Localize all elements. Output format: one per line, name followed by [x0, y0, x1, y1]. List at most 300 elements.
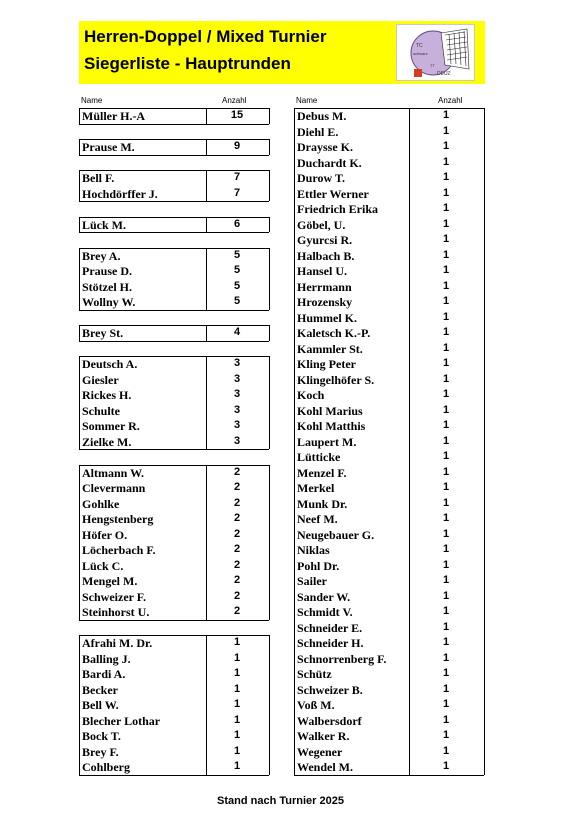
- table-border: [79, 620, 269, 621]
- win-count: 6: [233, 217, 241, 230]
- table-row: [294, 480, 484, 496]
- table-row: [294, 558, 484, 574]
- win-count: 5: [233, 264, 241, 276]
- win-count: 1: [442, 357, 450, 369]
- table-border: [206, 465, 207, 620]
- right-winner-list: [294, 108, 484, 775]
- win-count: 1: [442, 434, 450, 447]
- table-border: [79, 465, 80, 620]
- table-border: [79, 124, 269, 125]
- win-count: 1: [442, 295, 450, 307]
- table-row: [294, 635, 484, 651]
- win-count: 3: [233, 419, 241, 431]
- club-logo: [396, 24, 475, 81]
- table-border: [79, 325, 80, 341]
- player-name: Debus M.: [297, 109, 347, 123]
- table-row: [294, 418, 484, 434]
- win-count: 1: [233, 698, 241, 710]
- table-spacer-row: [79, 201, 269, 217]
- table-border: [79, 310, 269, 311]
- table-row: [79, 651, 269, 667]
- table-border: [79, 356, 80, 449]
- table-row: [294, 403, 484, 419]
- player-name: Bell W.: [82, 698, 119, 712]
- footer-note: Stand nach Turnier 2025: [217, 795, 344, 807]
- win-count: 4: [233, 326, 241, 338]
- table-row: [294, 294, 484, 310]
- table-row: [79, 403, 269, 419]
- win-count: 1: [442, 605, 450, 617]
- player-name: Schnorrenberg F.: [297, 651, 387, 666]
- win-count: 9: [233, 140, 241, 152]
- win-count: 1: [442, 186, 450, 199]
- win-count: 5: [233, 248, 241, 261]
- page-title: Herren-Doppel / Mixed Turnier: [84, 27, 327, 46]
- win-count: 2: [233, 481, 241, 493]
- win-count: 3: [233, 372, 241, 385]
- win-count: 1: [442, 140, 450, 152]
- table-row: [79, 527, 269, 543]
- table-row: [79, 682, 269, 698]
- player-name: Neugebauer G.: [297, 527, 375, 542]
- win-count: 5: [233, 279, 241, 292]
- player-name: Brey F.: [82, 744, 119, 759]
- table-row: [294, 713, 484, 729]
- player-name: Kammler St.: [297, 341, 363, 356]
- player-name: Walker R.: [297, 729, 350, 743]
- player-name: Brey A.: [82, 248, 121, 263]
- win-count: 1: [442, 202, 450, 214]
- player-name: Niklas: [297, 543, 330, 557]
- win-count: 1: [442, 620, 450, 633]
- player-name: Balling J.: [82, 651, 131, 666]
- table-row: [79, 372, 269, 388]
- player-name: Pohl Dr.: [297, 558, 340, 573]
- player-name: Laupert M.: [297, 434, 357, 449]
- page-subtitle: Siegerliste - Hauptrunden: [84, 54, 291, 73]
- player-name: Hummel K.: [297, 310, 357, 325]
- win-count: 1: [233, 713, 241, 726]
- table-row: [294, 170, 484, 186]
- win-count: 1: [442, 496, 450, 509]
- win-count: 1: [442, 419, 450, 431]
- table-border: [269, 170, 270, 201]
- player-name: Mengel M.: [82, 574, 138, 588]
- table-row: [294, 201, 484, 217]
- win-count: 3: [233, 357, 241, 369]
- win-count: 7: [233, 171, 241, 183]
- table-border: [206, 356, 207, 449]
- table-row: [79, 573, 269, 589]
- player-name: Lück M.: [82, 217, 127, 232]
- player-name: Neef M.: [297, 512, 338, 526]
- win-count: 1: [233, 667, 241, 679]
- table-spacer-row: [79, 310, 269, 326]
- table-border: [79, 248, 80, 310]
- table-row: [294, 465, 484, 481]
- left-winner-list: [79, 108, 269, 775]
- win-count: 2: [233, 543, 241, 555]
- win-count: 5: [233, 295, 241, 307]
- player-name: Gohlke: [82, 496, 120, 511]
- table-row: [294, 248, 484, 264]
- win-count: 1: [442, 481, 450, 493]
- win-count: 1: [442, 760, 450, 772]
- table-row: [294, 139, 484, 155]
- table-row: [79, 697, 269, 713]
- table-border: [484, 108, 485, 775]
- table-border: [269, 465, 270, 620]
- player-name: Müller H.-A: [82, 109, 146, 123]
- player-name: Menzel F.: [297, 465, 347, 480]
- win-count: 1: [442, 512, 450, 524]
- table-border: [269, 248, 270, 310]
- table-row: [294, 697, 484, 713]
- table-border: [269, 139, 270, 155]
- win-count: 1: [442, 248, 450, 261]
- win-count: 2: [233, 605, 241, 617]
- player-name: Schulte: [82, 403, 121, 418]
- table-row: [79, 387, 269, 403]
- table-border: [79, 108, 269, 109]
- svg-text:DEUZ: DEUZ: [437, 71, 451, 77]
- table-row: [79, 325, 269, 341]
- player-name: Munk Dr.: [297, 496, 348, 511]
- table-border: [409, 108, 410, 775]
- player-name: Voß M.: [297, 698, 335, 712]
- win-count: 1: [233, 651, 241, 664]
- table-border: [79, 356, 269, 357]
- win-count: 1: [442, 543, 450, 555]
- player-name: Walbersdorf: [297, 713, 362, 728]
- player-name: Herrmann: [297, 279, 352, 294]
- player-name: Schütz: [297, 667, 332, 681]
- table-row: [294, 108, 484, 124]
- svg-text:TC: TC: [416, 43, 423, 49]
- win-count: 1: [233, 760, 241, 772]
- table-border: [206, 217, 207, 233]
- win-count: 1: [442, 682, 450, 695]
- table-border: [79, 217, 80, 233]
- player-name: Afrahi M. Dr.: [82, 636, 153, 650]
- player-name: Schweizer F.: [82, 589, 146, 604]
- win-count: 1: [442, 372, 450, 385]
- win-count: 2: [233, 527, 241, 540]
- win-count: 2: [233, 465, 241, 478]
- table-border: [79, 170, 80, 201]
- table-row: [294, 325, 484, 341]
- player-name: Stötzel H.: [82, 279, 132, 294]
- win-count: 1: [442, 574, 450, 586]
- table-border: [79, 465, 269, 466]
- table-border: [206, 139, 207, 155]
- player-name: Halbach B.: [297, 248, 355, 263]
- table-border: [79, 248, 269, 249]
- player-name: Hengstenberg: [82, 512, 154, 526]
- table-row: [294, 155, 484, 171]
- table-border: [79, 139, 269, 140]
- table-row: [79, 604, 269, 620]
- player-name: Bell F.: [82, 171, 115, 185]
- table-row: [79, 434, 269, 450]
- table-row: [79, 728, 269, 744]
- player-name: Kohl Marius: [297, 403, 363, 418]
- table-border: [79, 155, 269, 156]
- win-count: 1: [442, 124, 450, 137]
- win-count: 1: [442, 698, 450, 710]
- player-name: Schneider H.: [297, 636, 364, 650]
- table-row: [294, 341, 484, 357]
- win-count: 1: [442, 450, 450, 462]
- right-name-header: Name: [296, 96, 318, 105]
- right-count-header: Anzahl: [438, 96, 463, 105]
- player-name: Ettler Werner: [297, 186, 369, 201]
- table-row: [294, 356, 484, 372]
- table-border: [294, 108, 484, 109]
- table-row: [294, 759, 484, 775]
- win-count: 2: [233, 574, 241, 586]
- table-row: [79, 713, 269, 729]
- player-name: Duchardt K.: [297, 155, 362, 170]
- win-count: 1: [233, 729, 241, 741]
- left-name-header: Name: [81, 96, 103, 105]
- win-count: 1: [442, 341, 450, 354]
- table-spacer-row: [79, 124, 269, 140]
- table-row: [79, 511, 269, 527]
- table-spacer-row: [79, 449, 269, 465]
- table-row: [79, 263, 269, 279]
- table-border: [294, 775, 484, 776]
- table-row: [79, 542, 269, 558]
- table-row: [294, 542, 484, 558]
- table-border: [206, 635, 207, 775]
- table-row: [79, 170, 269, 186]
- table-row: [294, 728, 484, 744]
- player-name: Wegener: [297, 744, 343, 759]
- player-name: Hrozensky: [297, 295, 353, 309]
- player-name: Clevermann: [82, 481, 146, 495]
- table-border: [294, 108, 295, 775]
- player-name: Merkel: [297, 481, 335, 495]
- left-count-header: Anzahl: [222, 96, 247, 105]
- win-count: 3: [233, 388, 241, 400]
- player-name: Wendel M.: [297, 760, 353, 774]
- player-name: Kling Peter: [297, 357, 356, 371]
- table-border: [79, 325, 269, 326]
- table-row: [294, 387, 484, 403]
- table-row: [79, 418, 269, 434]
- win-count: 1: [442, 326, 450, 338]
- table-border: [79, 201, 269, 202]
- player-name: Rickes H.: [82, 388, 132, 402]
- table-row: [79, 186, 269, 202]
- table-row: [79, 744, 269, 760]
- table-border: [269, 108, 270, 124]
- player-name: Steinhorst U.: [82, 605, 150, 619]
- table-row: [294, 186, 484, 202]
- player-name: Blecher Lothar: [82, 713, 161, 728]
- title-banner: [79, 21, 485, 84]
- table-row: [294, 682, 484, 698]
- table-row: [79, 558, 269, 574]
- table-border: [269, 635, 270, 775]
- table-row: [79, 294, 269, 310]
- table-border: [206, 325, 207, 341]
- player-name: Schweizer B.: [297, 682, 363, 697]
- table-row: [294, 232, 484, 248]
- table-row: [79, 759, 269, 775]
- win-count: 1: [442, 729, 450, 741]
- player-name: Bardi A.: [82, 667, 126, 681]
- table-row: [294, 372, 484, 388]
- player-name: Kaletsch K.-P.: [297, 326, 371, 340]
- table-border: [269, 217, 270, 233]
- table-border: [79, 108, 80, 124]
- player-name: Friedrich Erika: [297, 202, 378, 216]
- win-count: 1: [442, 155, 450, 168]
- win-count: 1: [442, 279, 450, 292]
- player-name: Klingelhöfer S.: [297, 372, 375, 387]
- win-count: 1: [442, 667, 450, 679]
- club-logo-graphic: [397, 25, 474, 80]
- player-name: Kohl Matthis: [297, 419, 366, 433]
- player-name: Lück C.: [82, 558, 124, 573]
- table-row: [79, 108, 269, 124]
- player-name: Gyurcsi R.: [297, 233, 353, 247]
- player-name: Schneider E.: [297, 620, 363, 635]
- table-border: [79, 232, 269, 233]
- table-border: [79, 775, 269, 776]
- win-count: 1: [442, 403, 450, 416]
- table-row: [294, 124, 484, 140]
- win-count: 15: [230, 109, 244, 121]
- table-spacer-row: [79, 232, 269, 248]
- player-name: Hansel U.: [297, 264, 348, 278]
- table-border: [269, 356, 270, 449]
- table-row: [294, 620, 484, 636]
- table-row: [294, 511, 484, 527]
- table-spacer-row: [79, 620, 269, 636]
- player-name: Giesler: [82, 372, 119, 387]
- win-count: 1: [442, 217, 450, 230]
- table-border: [206, 108, 207, 124]
- player-name: Deutsch A.: [82, 357, 138, 371]
- table-row: [79, 480, 269, 496]
- table-row: [294, 604, 484, 620]
- table-row: [294, 589, 484, 605]
- table-border: [79, 449, 269, 450]
- player-name: Hochdörffer J.: [82, 186, 158, 201]
- player-name: Prause D.: [82, 264, 132, 278]
- win-count: 1: [442, 310, 450, 323]
- player-name: Cohlberg: [82, 760, 130, 774]
- win-count: 1: [442, 264, 450, 276]
- win-count: 7: [233, 186, 241, 199]
- win-count: 1: [442, 109, 450, 121]
- table-row: [294, 263, 484, 279]
- table-row: [294, 573, 484, 589]
- table-row: [79, 279, 269, 295]
- table-row: [294, 527, 484, 543]
- table-row: [294, 449, 484, 465]
- svg-text:schwarz: schwarz: [413, 51, 428, 56]
- player-name: Becker: [82, 682, 118, 697]
- win-count: 1: [442, 465, 450, 478]
- win-count: 1: [442, 558, 450, 571]
- player-name: Prause M.: [82, 140, 135, 154]
- player-name: Altmann W.: [82, 465, 145, 480]
- table-border: [206, 170, 207, 201]
- player-name: Sommer R.: [82, 419, 140, 433]
- table-row: [294, 434, 484, 450]
- table-border: [79, 170, 269, 171]
- win-count: 1: [442, 233, 450, 245]
- win-count: 2: [233, 558, 241, 571]
- win-count: 2: [233, 589, 241, 602]
- table-row: [79, 465, 269, 481]
- table-row: [79, 666, 269, 682]
- win-count: 2: [233, 512, 241, 524]
- player-name: Höfer O.: [82, 527, 128, 542]
- player-name: Brey St.: [82, 326, 124, 340]
- player-name: Sailer: [297, 574, 327, 588]
- win-count: 1: [233, 744, 241, 757]
- table-spacer-row: [79, 341, 269, 357]
- win-count: 3: [233, 434, 241, 447]
- table-border: [79, 139, 80, 155]
- player-name: Koch: [297, 388, 325, 402]
- table-spacer-row: [79, 155, 269, 171]
- table-row: [294, 666, 484, 682]
- player-name: Sander W.: [297, 589, 351, 604]
- win-count: 3: [233, 403, 241, 416]
- table-border: [269, 325, 270, 341]
- win-count: 1: [442, 636, 450, 648]
- player-name: Bock T.: [82, 729, 121, 743]
- win-count: 1: [442, 527, 450, 540]
- table-row: [79, 635, 269, 651]
- player-name: Wollny W.: [82, 295, 136, 309]
- win-count: 1: [442, 651, 450, 664]
- table-border: [79, 635, 269, 636]
- table-row: [294, 651, 484, 667]
- player-name: Schmidt V.: [297, 605, 353, 619]
- player-name: Göbel, U.: [297, 217, 346, 232]
- player-name: Lütticke: [297, 450, 341, 464]
- player-name: Durow T.: [297, 171, 346, 185]
- table-row: [79, 589, 269, 605]
- table-row: [294, 744, 484, 760]
- table-border: [79, 341, 269, 342]
- table-row: [79, 248, 269, 264]
- table-border: [79, 635, 80, 775]
- win-count: 1: [442, 171, 450, 183]
- table-row: [79, 496, 269, 512]
- player-name: Draysse K.: [297, 140, 353, 154]
- table-row: [79, 217, 269, 233]
- svg-text:TT: TT: [430, 63, 435, 68]
- table-row: [79, 356, 269, 372]
- table-row: [294, 279, 484, 295]
- table-row: [79, 139, 269, 155]
- win-count: 1: [442, 713, 450, 726]
- win-count: 1: [442, 388, 450, 400]
- table-row: [294, 496, 484, 512]
- table-border: [79, 217, 269, 218]
- win-count: 1: [233, 682, 241, 695]
- player-name: Zielke M.: [82, 434, 132, 449]
- win-count: 1: [233, 636, 241, 648]
